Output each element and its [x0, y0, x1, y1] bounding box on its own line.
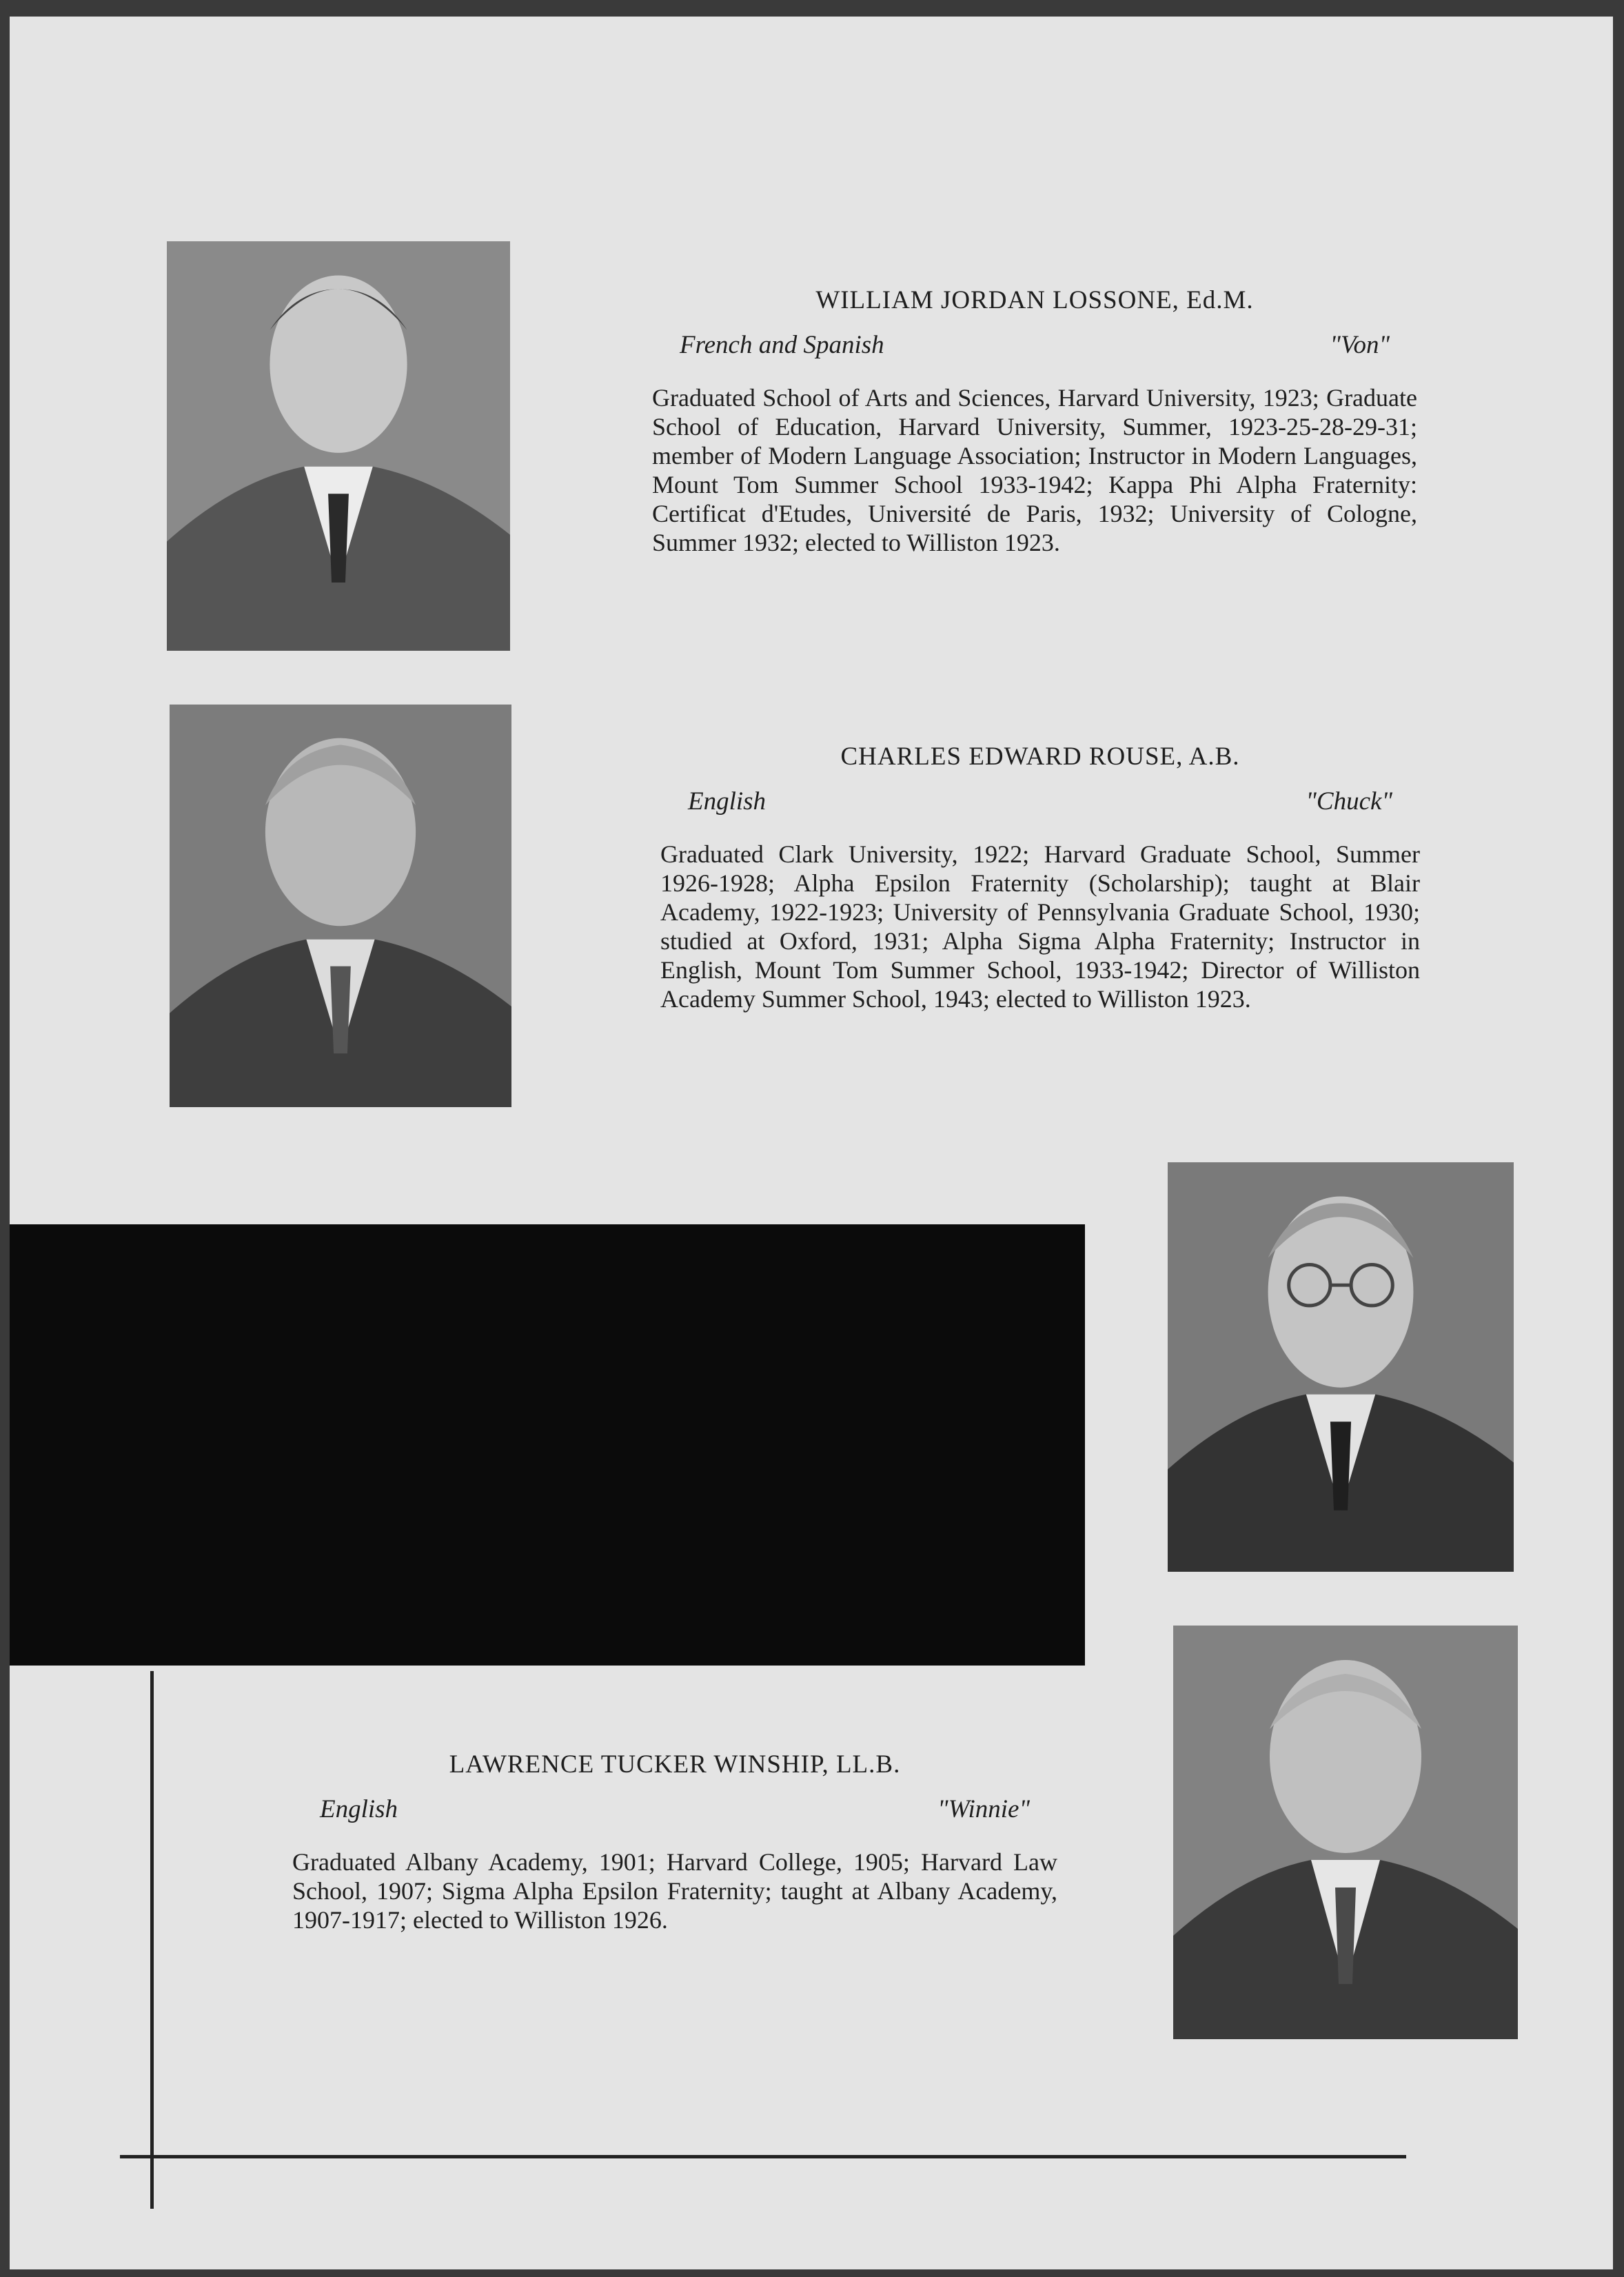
subject-label: English	[688, 787, 767, 816]
subject-row	[292, 1794, 1057, 1824]
yearbook-page	[10, 17, 1613, 2269]
subject-row	[652, 330, 1417, 360]
portrait-rouse	[170, 705, 511, 1107]
nickname-label: "Von"	[1330, 331, 1390, 359]
subject-label: French and Spanish	[680, 331, 884, 359]
corner-rule-vertical	[150, 1671, 154, 2209]
nickname-label: "Winnie"	[937, 1795, 1030, 1823]
faculty-name: LAWRENCE TUCKER WINSHIP, LL.B.	[449, 1750, 901, 1779]
portrait-winship	[1173, 1626, 1518, 2039]
nickname-label: "Chuck"	[1306, 787, 1392, 816]
faculty-name: CHARLES EDWARD ROUSE, A.B.	[840, 742, 1240, 771]
portrait-glasses	[1168, 1162, 1514, 1572]
entry-winship	[292, 1750, 1057, 1934]
corner-rule-horizontal	[120, 2155, 1406, 2158]
entry-lossone	[652, 285, 1417, 557]
faculty-name: WILLIAM JORDAN LOSSONE, Ed.M.	[815, 286, 1254, 314]
subject-label: English	[320, 1795, 398, 1823]
biography-text: Graduated Clark University, 1922; Harvard Graduate School, Summer 1926-1928; Alpha Epsilon Fraternity (Scholarship); taught at Blair Academy, 1922-1923; University of Pennsylvania Graduate School, 1930; studied at Oxford, 1931; Alpha Sigma Alpha Fraternity; Instructor in English, Mount Tom Summer School, 1933-1942; Director of Williston Academy Summer School, 1943; elected to Williston 1923.	[660, 840, 1420, 1013]
redacted-block	[10, 1224, 1085, 1666]
biography-text: Graduated Albany Academy, 1901; Harvard College, 1905; Harvard Law School, 1907; Sigma Alpha Epsilon Fraternity; taught at Albany Academy, 1907-1917; elected to Williston 1926.	[292, 1848, 1057, 1934]
portrait-lossone	[167, 241, 510, 651]
biography-text: Graduated School of Arts and Sciences, Harvard University, 1923; Graduate School of Education, Harvard University, Summer, 1923-25-28-29-31; member of Modern Language Association; Instructor in Modern Languages, Mount Tom Summer School 1933-1942; Kappa Phi Alpha Fraternity: Certificat d'Etudes, Université de Paris, 1932; University of Cologne, Summer 1932; elected to Williston 1923.	[652, 384, 1417, 556]
subject-row	[660, 787, 1420, 816]
entry-rouse	[660, 742, 1420, 1013]
